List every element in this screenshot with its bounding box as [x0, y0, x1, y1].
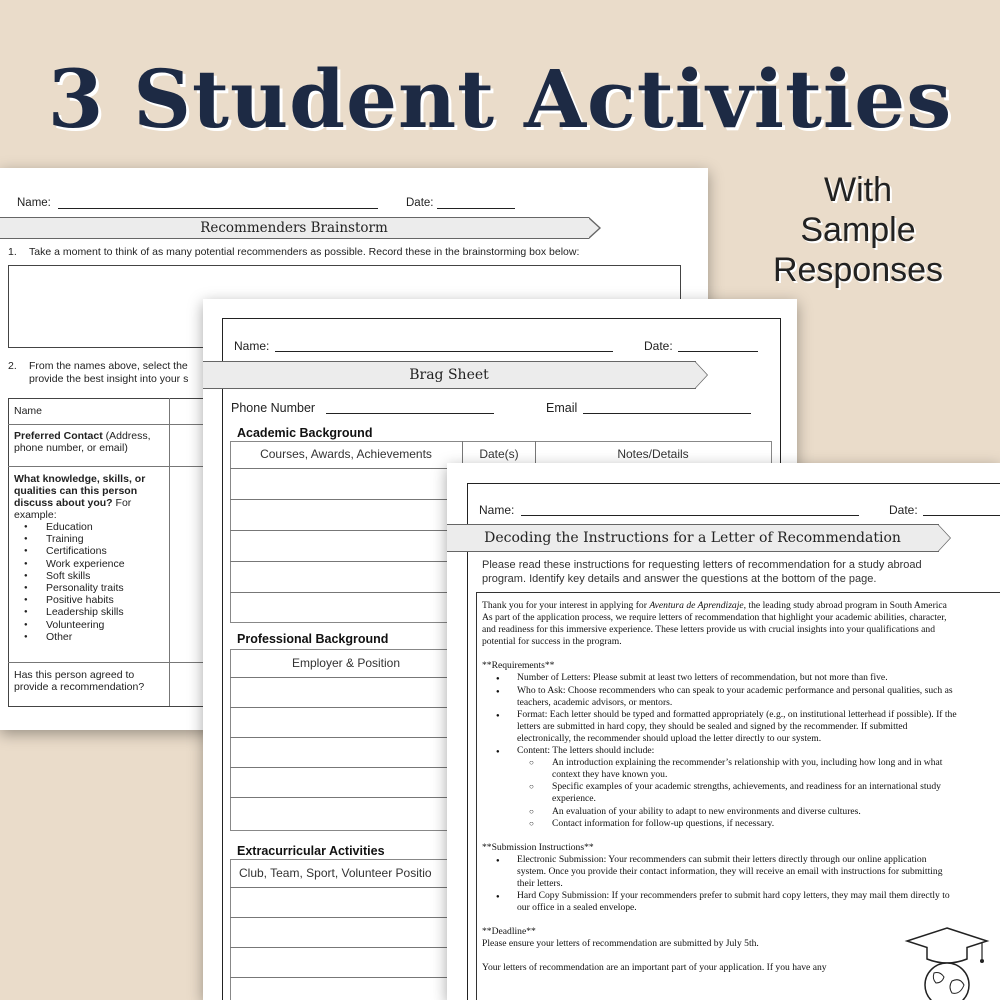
- graduation-globe-icon: [902, 923, 992, 1000]
- knowledge-line-3: [14, 497, 131, 509]
- knowledge-line-4: example:: [14, 509, 57, 521]
- submission-line: our office in a sealed envelope.: [517, 902, 637, 914]
- example-item: ● Soft skills: [46, 570, 164, 582]
- example-item: ● Education: [46, 521, 164, 533]
- professional-col-employer: Employer & Position: [291, 656, 401, 670]
- question-1-text: Take a moment to think of as many potential recommenders as possible. Record these in the brainstorming box below:: [29, 246, 580, 258]
- section-banner: [447, 524, 939, 552]
- submission-heading: **Submission Instructions**: [482, 841, 594, 853]
- deadline-text: Please ensure your letters of recommendation are submitted by July 5th.: [482, 938, 759, 950]
- date-field-line[interactable]: [923, 515, 1000, 516]
- date-label: Date:: [889, 503, 918, 517]
- content-line: An introduction explaining the recommender’s relationship with you, including how long and in what: [552, 757, 943, 769]
- requirement-line: Who to Ask: Choose recommenders who can speak to your academic performance and personal qualities, such as: [517, 684, 953, 696]
- question-2-line-2: provide the best insight into your s: [29, 373, 189, 385]
- question-1-number: 1.: [8, 246, 17, 258]
- requirement-line: teachers, academic advisors, or mentors.: [517, 696, 673, 708]
- intro-line-2: program. Identify key details and answer the questions at the bottom of the page.: [482, 573, 877, 585]
- submission-line: system. Once you provide their contact information, they will receive an email with instructions for submitting: [517, 865, 943, 877]
- date-field-line[interactable]: [678, 351, 758, 352]
- email-label: Email: [546, 401, 578, 415]
- deadline-heading: **Deadline**: [482, 926, 536, 938]
- banner-title: Recommenders Brainstorm: [200, 220, 388, 236]
- requirement-item: [482, 709, 1000, 745]
- example-item: ● Positive habits: [46, 594, 164, 606]
- requirement-line: Format: Each letter should be typed and formatted appropriately (e.g., on institutional letterhead if possible). If the: [517, 708, 957, 720]
- example-item: ● Certifications: [46, 545, 164, 557]
- page-headline: 3 Student Activities: [47, 52, 953, 146]
- academic-section-title: Academic Background: [237, 426, 373, 440]
- knowledge-line-3-suffix: For: [112, 497, 132, 509]
- requirement-line: letters are submitted in hard copy, they should be sealed and signed by the recommender. If submitted: [517, 720, 908, 732]
- knowledge-line-2: qualities can this person: [14, 485, 138, 497]
- content-line: context they have known you.: [552, 769, 668, 781]
- banner-title: Decoding the Instructions for a Letter of Recommendation: [484, 530, 901, 546]
- requirement-item: ● Content: The letters should include:: [482, 745, 1000, 757]
- academic-col-courses: Courses, Awards, Achievements: [260, 447, 432, 461]
- name-field-line[interactable]: [275, 351, 613, 352]
- banner-title: Brag Sheet: [409, 367, 489, 383]
- submission-line: Electronic Submission: Your recommenders can submit their letters directly through our online application: [517, 853, 927, 865]
- academic-col-notes: Notes/Details: [617, 447, 689, 461]
- letter-intro-paragraph: [482, 600, 1000, 648]
- decoding-instructions-sheet: [447, 463, 1000, 1000]
- banner-arrow-fill: [588, 218, 599, 238]
- requirement-line: electronically, the recommender should upload the letter directly to our system.: [517, 732, 822, 744]
- phone-field-line[interactable]: [326, 413, 494, 414]
- name-label: Name:: [17, 197, 51, 209]
- name-field-line[interactable]: [58, 208, 378, 209]
- subheadline: [738, 170, 978, 290]
- content-line: Specific examples of your academic strengths, achievements, and readiness for an international study: [552, 781, 941, 793]
- agreed-line-1: Has this person agreed to: [14, 669, 135, 681]
- section-banner: [203, 361, 696, 389]
- date-label: Date:: [644, 339, 673, 353]
- knowledge-line-3-bold: discuss about you?: [14, 497, 113, 509]
- table-name-label: Name: [14, 405, 43, 417]
- name-label: Name:: [234, 339, 270, 353]
- question-2-number: 2.: [8, 360, 17, 372]
- instructions-letter-text: [482, 600, 1000, 975]
- subhead-line-2: Sample: [800, 211, 916, 249]
- preferred-contact-label: [14, 430, 151, 442]
- program-name: Aventura de Aprendizaje: [649, 600, 744, 611]
- example-item: ● Other: [46, 631, 164, 643]
- closing-text: Your letters of recommendation are an important part of your application. If you have any: [482, 962, 827, 974]
- examples-list: [14, 521, 164, 643]
- letter-intro-line: , the leading study abroad program in South America: [743, 600, 947, 611]
- letter-intro-line: As part of the application process, we require letters of recommendation that highlight your academic abilities, character,: [482, 612, 947, 624]
- question-2-line-1: From the names above, select the: [29, 360, 188, 372]
- extracurricular-section-title: Extracurricular Activities: [237, 844, 385, 858]
- letter-intro-line: potential for success in the program.: [482, 636, 622, 648]
- preferred-contact-bold: Preferred Contact: [14, 430, 103, 442]
- content-item: ○ Contact information for follow-up questions, if necessary.: [482, 818, 1000, 830]
- example-item: ● Personality traits: [46, 582, 164, 594]
- letter-intro-line: Thank you for your interest in applying for: [482, 600, 650, 611]
- content-item: ○ An evaluation of your ability to adapt to new environments and diverse cultures.: [482, 806, 1000, 818]
- table-column-divider: [169, 398, 170, 706]
- requirement-item: ● Number of Letters: Please submit at least two letters of recommendation, but not more than five.: [482, 672, 1000, 684]
- phone-label: Phone Number: [231, 401, 316, 415]
- example-item: ● Leadership skills: [46, 606, 164, 618]
- name-field-line[interactable]: [521, 515, 859, 516]
- submission-item: [482, 854, 1000, 890]
- date-label: Date:: [406, 197, 434, 209]
- requirement-item: [482, 685, 1000, 709]
- subhead-line-1: With: [824, 171, 892, 209]
- submission-line: Hard Copy Submission: If your recommenders prefer to submit hard copy letters, they may mail them directly to: [517, 890, 950, 902]
- content-item: [482, 757, 1000, 781]
- intro-line-1: Please read these instructions for requesting letters of recommendation for a study abroad: [482, 559, 922, 571]
- preferred-contact-suffix: (Address,: [102, 430, 151, 442]
- preferred-contact-line-2: phone number, or email): [14, 442, 128, 454]
- content-line: experience.: [552, 793, 596, 805]
- banner-arrow-fill: [695, 362, 707, 388]
- example-item: ● Volunteering: [46, 619, 164, 631]
- subhead-line-3: Responses: [772, 251, 944, 289]
- table-row-divider: [8, 424, 209, 425]
- academic-col-dates: Date(s): [479, 447, 519, 461]
- content-item: [482, 781, 1000, 805]
- banner-arrow-fill: [938, 525, 950, 551]
- date-field-line[interactable]: [437, 208, 515, 209]
- knowledge-line-1: What knowledge, skills, or: [14, 473, 146, 485]
- submission-line: their letters.: [517, 877, 563, 889]
- name-label: Name:: [479, 503, 515, 517]
- professional-section-title: Professional Background: [237, 632, 389, 646]
- example-item: ● Training: [46, 533, 164, 545]
- extracurricular-col-club: Club, Team, Sport, Volunteer Positio: [239, 866, 432, 880]
- letter-intro-line: and readiness for this immersive experience. These letters provide us with crucial insights into your qualifications and: [482, 624, 936, 636]
- agreed-line-2: provide a recommendation?: [14, 681, 145, 693]
- requirements-heading: **Requirements**: [482, 660, 555, 672]
- table-row-divider: [8, 466, 209, 467]
- section-banner: [0, 217, 589, 239]
- submission-item: [482, 890, 1000, 914]
- example-item: ● Work experience: [46, 558, 164, 570]
- table-row-divider: [8, 662, 209, 663]
- email-field-line[interactable]: [583, 413, 751, 414]
